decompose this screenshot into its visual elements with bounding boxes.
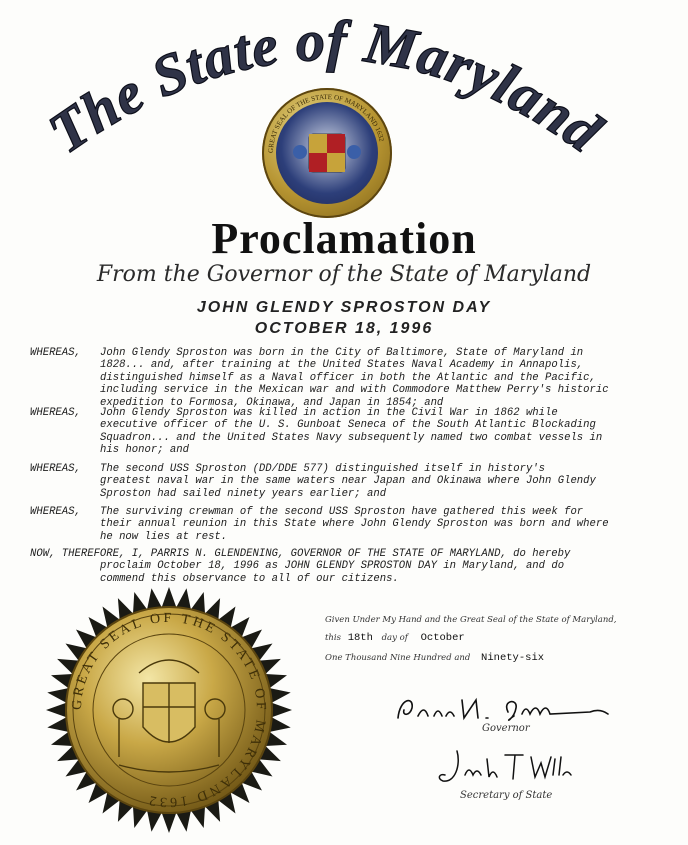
whereas-label: WHEREAS, — [30, 407, 81, 419]
clause-line: their annual reunion in this State where John Glendy Sproston was born and where — [100, 518, 609, 531]
secretary-signature — [435, 745, 575, 790]
event-title: JOHN GLENDY SPROSTON DAY — [196, 299, 492, 316]
clause-line: Squadron... and the United States Navy subsequently named two combat vessels in — [100, 431, 603, 444]
clause-line: proclaim October 18, 1996 as JOHN GLENDY SPROSTON DAY in Maryland, and do — [100, 560, 565, 573]
clause-line: 1828... and, after training at the United States Naval Academy in Annapolis, — [100, 359, 584, 372]
maryland-seal-top — [262, 88, 392, 218]
great-seal-gold — [44, 585, 294, 835]
banner-title: The State of Maryland — [36, 7, 615, 166]
given-this: this — [325, 633, 341, 643]
clause-line: The surviving crewman of the second USS Sproston have gathered this week for — [100, 506, 584, 518]
given-day: 18th — [347, 632, 373, 644]
given-year-prefix: One Thousand Nine Hundred and — [325, 653, 471, 663]
whereas-label: WHEREAS, — [30, 463, 81, 475]
whereas-label: WHEREAS, — [30, 347, 81, 359]
whereas-label: WHEREAS, — [30, 506, 81, 518]
from-governor-subheading: From the Governor of the State of Maryland — [96, 262, 592, 287]
given-year: Ninety-six — [481, 652, 545, 664]
given-year-line — [325, 652, 625, 664]
event-date: OCTOBER 18, 1996 — [254, 320, 434, 337]
clause-line: executive officer of the U. S. Gunboat Seneca of the South Atlantic Blockading — [100, 419, 596, 432]
clause-line: including service in the Mexican war and with Commodore Matthew Perry's historic — [100, 384, 609, 397]
given-date-line — [325, 632, 625, 644]
given-month: October — [420, 632, 465, 644]
given-day-of: day of — [381, 633, 408, 643]
now-therefore-clause — [30, 548, 635, 585]
secretary-title: Secretary of State — [460, 790, 553, 801]
clause-line: The second USS Sproston (DD/DDE 577) distinguished itself in history's — [100, 463, 546, 475]
clause-line: he now lies at rest. — [100, 530, 228, 543]
clause-line: expedition to Formosa, Okinawa, and Japan in 1854; and — [100, 396, 444, 409]
clause-line: distinguished himself as a Naval officer in both the Atlantic and the Pacific, — [100, 371, 596, 384]
clause-line: John Glendy Sproston was born in the City of Baltimore, State of Maryland in — [100, 347, 584, 359]
given-under-hand-line: Given Under My Hand and the Great Seal of the State of Maryland, — [325, 615, 617, 625]
governor-title: Governor — [482, 723, 530, 734]
clause-line: John Glendy Sproston was killed in action in the Civil War in 1862 while — [100, 407, 558, 419]
clause-line: commend this observance to all of our citizens. — [100, 572, 399, 585]
clause-line: NOW, THEREFORE, I, PARRIS N. GLENDENING, GOVERNOR OF THE STATE OF MARYLAND, do hereby — [30, 548, 571, 560]
clause-line: his honor; and — [100, 444, 190, 457]
clause-line: Sproston had sailed ninety years earlier; and — [100, 487, 387, 500]
clause-line: greatest naval war in the same waters near Japan and Okinawa where John Glendy — [100, 475, 596, 488]
seal-ring-text: GREAT SEAL OF THE STATE OF MARYLAND 1632 — [266, 92, 386, 154]
proclamation-heading: Proclamation — [211, 214, 477, 263]
gold-seal-ring-text: GREAT SEAL OF THE STATE OF MARYLAND 1632 — [69, 610, 269, 810]
